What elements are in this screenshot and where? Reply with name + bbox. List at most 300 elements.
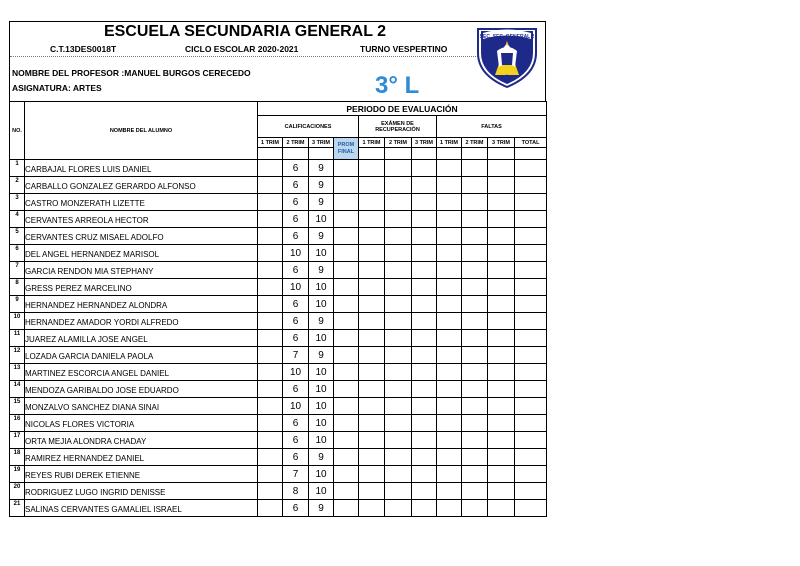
exam-t2-cell bbox=[385, 313, 412, 330]
cal-t1-header: 1 TRIM bbox=[258, 138, 283, 148]
exam-t3-cell bbox=[412, 211, 437, 228]
faltas-t1-cell bbox=[437, 500, 462, 517]
grade-t3: 9 bbox=[309, 262, 334, 279]
faltas-t1-cell bbox=[437, 449, 462, 466]
faltas-t2-cell bbox=[462, 330, 488, 347]
faltas-t1-cell bbox=[437, 279, 462, 296]
exam-t3-cell bbox=[412, 194, 437, 211]
faltas-t1-cell bbox=[437, 381, 462, 398]
faltas-total-cell bbox=[515, 466, 547, 483]
grade-t3: 9 bbox=[309, 500, 334, 517]
exam-t1-cell bbox=[359, 296, 385, 313]
grade-t3: 10 bbox=[309, 381, 334, 398]
faltas-total-cell bbox=[515, 500, 547, 517]
student-name: MONZALVO SANCHEZ DIANA SINAI bbox=[25, 398, 258, 415]
faltas-t1-cell bbox=[437, 245, 462, 262]
exam-t1-cell bbox=[359, 228, 385, 245]
exam-t2-cell bbox=[385, 177, 412, 194]
exam-t3-cell bbox=[412, 483, 437, 500]
grade-t1 bbox=[258, 364, 283, 381]
faltas-t2-cell bbox=[462, 415, 488, 432]
exam-t3-cell bbox=[412, 449, 437, 466]
prom-final-cell bbox=[334, 160, 359, 177]
school-year: CICLO ESCOLAR 2020-2021 bbox=[185, 44, 299, 54]
faltas-t2-cell bbox=[462, 449, 488, 466]
grade-t2: 6 bbox=[283, 262, 309, 279]
prom-final-cell bbox=[334, 228, 359, 245]
faltas-t3-cell bbox=[488, 262, 515, 279]
exam-t1-header: 1 TRIM bbox=[359, 138, 385, 148]
row-number: 6 bbox=[10, 245, 25, 262]
exam-t1-cell bbox=[359, 313, 385, 330]
faltas-t3-cell bbox=[488, 449, 515, 466]
grade-t1 bbox=[258, 194, 283, 211]
student-rows bbox=[10, 160, 547, 517]
exam-t1-cell bbox=[359, 347, 385, 364]
faltas-t2-cell bbox=[462, 313, 488, 330]
exam-t1-cell bbox=[359, 483, 385, 500]
grade-t3: 10 bbox=[309, 296, 334, 313]
table-row bbox=[10, 500, 547, 517]
faltas-t2-header: 2 TRIM bbox=[462, 138, 488, 148]
student-name: CARBAJAL FLORES LUIS DANIEL bbox=[25, 160, 258, 177]
prom-final-cell bbox=[334, 398, 359, 415]
student-name: CARBALLO GONZALEZ GERARDO ALFONSO bbox=[25, 177, 258, 194]
faltas-t2-cell bbox=[462, 245, 488, 262]
grade-t1 bbox=[258, 432, 283, 449]
faltas-total-cell bbox=[515, 177, 547, 194]
table-row bbox=[10, 466, 547, 483]
table-row bbox=[10, 194, 547, 211]
grade-t3: 9 bbox=[309, 177, 334, 194]
exam-t3-cell bbox=[412, 160, 437, 177]
faltas-total-cell bbox=[515, 245, 547, 262]
student-name: ORTA MEJIA ALONDRA CHADAY bbox=[25, 432, 258, 449]
exam-t2-cell bbox=[385, 381, 412, 398]
grade-t2: 6 bbox=[283, 432, 309, 449]
prom-final-cell bbox=[334, 483, 359, 500]
exam-t3-cell bbox=[412, 279, 437, 296]
faltas-t2-cell bbox=[462, 228, 488, 245]
student-name: HERNANDEZ HERNANDEZ ALONDRA bbox=[25, 296, 258, 313]
faltas-total-cell bbox=[515, 432, 547, 449]
exam-t3-cell bbox=[412, 347, 437, 364]
table-row bbox=[10, 177, 547, 194]
grade-t3: 9 bbox=[309, 228, 334, 245]
table-row bbox=[10, 279, 547, 296]
faltas-total-cell bbox=[515, 296, 547, 313]
faltas-total-cell bbox=[515, 330, 547, 347]
grade-t1 bbox=[258, 415, 283, 432]
subject: ASIGNATURA: ARTES bbox=[12, 83, 102, 93]
grade-t2: 6 bbox=[283, 381, 309, 398]
prom-final-cell bbox=[334, 364, 359, 381]
table-row bbox=[10, 211, 547, 228]
prom-line-2: FINAL bbox=[337, 148, 355, 155]
grade-t2: 10 bbox=[283, 398, 309, 415]
table-row bbox=[10, 347, 547, 364]
faltas-t3-cell bbox=[488, 500, 515, 517]
grade-t3: 10 bbox=[309, 211, 334, 228]
grade-t2: 6 bbox=[283, 313, 309, 330]
exam-t1-cell bbox=[359, 279, 385, 296]
exam-t1-cell bbox=[359, 364, 385, 381]
row-number: 9 bbox=[10, 296, 25, 313]
student-name: CERVANTES CRUZ MISAEL ADOLFO bbox=[25, 228, 258, 245]
grade-t2: 6 bbox=[283, 415, 309, 432]
prom-final-cell bbox=[334, 449, 359, 466]
row-number: 3 bbox=[10, 194, 25, 211]
faltas-t1-cell bbox=[437, 466, 462, 483]
prom-final-cell bbox=[334, 296, 359, 313]
faltas-total-cell bbox=[515, 228, 547, 245]
exam-t1-cell bbox=[359, 432, 385, 449]
grade-t2: 10 bbox=[283, 245, 309, 262]
exam-t2-cell bbox=[385, 466, 412, 483]
grade-t1 bbox=[258, 313, 283, 330]
table-row bbox=[10, 364, 547, 381]
exam-t1-cell bbox=[359, 211, 385, 228]
teacher-name: NOMBRE DEL PROFESOR :MANUEL BURGOS CERECEDO bbox=[12, 68, 251, 78]
faltas-total-cell bbox=[515, 398, 547, 415]
grade-t3: 10 bbox=[309, 415, 334, 432]
grade-t1 bbox=[258, 483, 283, 500]
grade-t1 bbox=[258, 262, 283, 279]
row-number: 16 bbox=[10, 415, 25, 432]
grade-t3: 10 bbox=[309, 279, 334, 296]
student-name: CERVANTES ARREOLA HECTOR bbox=[25, 211, 258, 228]
grade-t2: 6 bbox=[283, 228, 309, 245]
grade-t1 bbox=[258, 177, 283, 194]
prom-final-cell bbox=[334, 347, 359, 364]
logo-lettering: SEC. SEC. GENERAL 2 bbox=[479, 34, 535, 40]
faltas-t2-cell bbox=[462, 347, 488, 364]
table-row bbox=[10, 296, 547, 313]
student-name: HERNANDEZ AMADOR YORDI ALFREDO bbox=[25, 313, 258, 330]
exam-t3-cell bbox=[412, 245, 437, 262]
row-number: 12 bbox=[10, 347, 25, 364]
table-row bbox=[10, 483, 547, 500]
exam-t2-cell bbox=[385, 296, 412, 313]
grade-t1 bbox=[258, 296, 283, 313]
faltas-t2-cell bbox=[462, 381, 488, 398]
exam-t1-cell bbox=[359, 245, 385, 262]
grade-t3: 10 bbox=[309, 364, 334, 381]
school-title: ESCUELA SECUNDARIA GENERAL 2 bbox=[103, 23, 387, 40]
grade-t1 bbox=[258, 449, 283, 466]
faltas-t3-cell bbox=[488, 228, 515, 245]
exam-t2-cell bbox=[385, 500, 412, 517]
prom-final-cell bbox=[334, 245, 359, 262]
exam-t1-cell bbox=[359, 415, 385, 432]
prom-final-cell bbox=[334, 194, 359, 211]
student-name: MARTINEZ ESCORCIA ANGEL DANIEL bbox=[25, 364, 258, 381]
row-number: 17 bbox=[10, 432, 25, 449]
student-name: JUAREZ ALAMILLA JOSE ANGEL bbox=[25, 330, 258, 347]
student-name: MENDOZA GARIBALDO JOSE EDUARDO bbox=[25, 381, 258, 398]
exam-t1-cell bbox=[359, 466, 385, 483]
faltas-t1-cell bbox=[437, 432, 462, 449]
grade-t2: 8 bbox=[283, 483, 309, 500]
table-row bbox=[10, 432, 547, 449]
row-number: 19 bbox=[10, 466, 25, 483]
faltas-t3-cell bbox=[488, 466, 515, 483]
row-number: 8 bbox=[10, 279, 25, 296]
grade-t3: 9 bbox=[309, 194, 334, 211]
student-name: CASTRO MONZERATH LIZETTE bbox=[25, 194, 258, 211]
faltas-t3-cell bbox=[488, 177, 515, 194]
exam-t2-cell bbox=[385, 211, 412, 228]
faltas-t2-cell bbox=[462, 432, 488, 449]
prom-final-cell bbox=[334, 262, 359, 279]
faltas-total-cell bbox=[515, 279, 547, 296]
exam-t1-cell bbox=[359, 262, 385, 279]
grade-t2: 6 bbox=[283, 296, 309, 313]
grade-t3: 10 bbox=[309, 330, 334, 347]
grade-t3: 9 bbox=[309, 347, 334, 364]
grade-t2: 6 bbox=[283, 160, 309, 177]
row-number: 1 bbox=[10, 160, 25, 177]
grade-t2: 10 bbox=[283, 364, 309, 381]
svg-text:2: 2 bbox=[505, 73, 509, 78]
faltas-t3-cell bbox=[488, 160, 515, 177]
faltas-t2-cell bbox=[462, 483, 488, 500]
exam-t1-cell bbox=[359, 330, 385, 347]
shift: TURNO VESPERTINO bbox=[360, 44, 448, 54]
exam-t2-header: 2 TRIM bbox=[385, 138, 412, 148]
faltas-t3-cell bbox=[488, 398, 515, 415]
student-name: REYES RUBI DEREK ETIENNE bbox=[25, 466, 258, 483]
exam-t3-cell bbox=[412, 398, 437, 415]
exam-t2-cell bbox=[385, 160, 412, 177]
row-number: 14 bbox=[10, 381, 25, 398]
row-number: 4 bbox=[10, 211, 25, 228]
col-name-header: NOMBRE DEL ALUMNO bbox=[25, 102, 258, 160]
faltas-t3-cell bbox=[488, 432, 515, 449]
examen-line-1: EXÁMEN DE bbox=[381, 120, 414, 127]
row-number: 15 bbox=[10, 398, 25, 415]
student-name: SALINAS CERVANTES GAMALIEL ISRAEL bbox=[25, 500, 258, 517]
faltas-t3-header: 3 TRIM bbox=[488, 138, 515, 148]
prom-final-cell bbox=[334, 330, 359, 347]
exam-t3-cell bbox=[412, 415, 437, 432]
grade-t1 bbox=[258, 398, 283, 415]
table-row bbox=[10, 381, 547, 398]
prom-final-cell bbox=[334, 415, 359, 432]
table-row bbox=[10, 313, 547, 330]
prom-final-cell bbox=[334, 381, 359, 398]
table-row bbox=[10, 160, 547, 177]
sheet-header bbox=[9, 21, 546, 101]
student-name: NICOLAS FLORES VICTORIA bbox=[25, 415, 258, 432]
faltas-t2-cell bbox=[462, 466, 488, 483]
prom-final-cell bbox=[334, 500, 359, 517]
exam-t2-cell bbox=[385, 415, 412, 432]
faltas-t2-cell bbox=[462, 398, 488, 415]
grade-t2: 6 bbox=[283, 194, 309, 211]
faltas-t1-cell bbox=[437, 330, 462, 347]
grade-t1 bbox=[258, 347, 283, 364]
faltas-t2-cell bbox=[462, 296, 488, 313]
grade-t2: 6 bbox=[283, 449, 309, 466]
exam-t3-header: 3 TRIM bbox=[412, 138, 437, 148]
examen-line-2: RECUPERACIÓN bbox=[375, 126, 420, 133]
row-number: 5 bbox=[10, 228, 25, 245]
col-no-header: NO. bbox=[10, 102, 25, 160]
grades-table bbox=[9, 101, 547, 517]
faltas-t2-cell bbox=[462, 500, 488, 517]
faltas-t1-cell bbox=[437, 177, 462, 194]
faltas-total-cell bbox=[515, 211, 547, 228]
prom-final-cell bbox=[334, 432, 359, 449]
grade-t1 bbox=[258, 500, 283, 517]
faltas-total-cell bbox=[515, 449, 547, 466]
faltas-t3-cell bbox=[488, 415, 515, 432]
faltas-t1-cell bbox=[437, 194, 462, 211]
grade-t1 bbox=[258, 245, 283, 262]
exam-t3-cell bbox=[412, 262, 437, 279]
table-row bbox=[10, 245, 547, 262]
grade-t1 bbox=[258, 330, 283, 347]
exam-t2-cell bbox=[385, 449, 412, 466]
grade-t3: 10 bbox=[309, 466, 334, 483]
faltas-t3-cell bbox=[488, 330, 515, 347]
periodo-header: PERIODO DE EVALUACIÓN bbox=[258, 102, 547, 116]
grade-t3: 9 bbox=[309, 313, 334, 330]
exam-t3-cell bbox=[412, 364, 437, 381]
exam-t2-cell bbox=[385, 330, 412, 347]
exam-t3-cell bbox=[412, 381, 437, 398]
faltas-t1-cell bbox=[437, 211, 462, 228]
faltas-t1-cell bbox=[437, 415, 462, 432]
school-shield-logo bbox=[475, 23, 539, 89]
prom-line-1: PROM bbox=[337, 141, 355, 148]
student-name: GRESS PEREZ MARCELINO bbox=[25, 279, 258, 296]
exam-t1-cell bbox=[359, 177, 385, 194]
faltas-t3-cell bbox=[488, 347, 515, 364]
faltas-total-header: TOTAL bbox=[515, 138, 547, 148]
grade-t2: 7 bbox=[283, 347, 309, 364]
grade-t3: 10 bbox=[309, 398, 334, 415]
faltas-t3-cell bbox=[488, 211, 515, 228]
student-name: DEL ANGEL HERNANDEZ MARISOL bbox=[25, 245, 258, 262]
exam-t1-cell bbox=[359, 500, 385, 517]
table-row bbox=[10, 330, 547, 347]
grade-t2: 6 bbox=[283, 500, 309, 517]
table-row bbox=[10, 228, 547, 245]
exam-t3-cell bbox=[412, 466, 437, 483]
faltas-t3-cell bbox=[488, 313, 515, 330]
faltas-t2-cell bbox=[462, 194, 488, 211]
exam-t2-cell bbox=[385, 398, 412, 415]
grade-t3: 10 bbox=[309, 245, 334, 262]
exam-t1-cell bbox=[359, 194, 385, 211]
row-number: 20 bbox=[10, 483, 25, 500]
faltas-t3-cell bbox=[488, 296, 515, 313]
faltas-total-cell bbox=[515, 415, 547, 432]
faltas-total-cell bbox=[515, 194, 547, 211]
faltas-t1-cell bbox=[437, 483, 462, 500]
exam-t2-cell bbox=[385, 194, 412, 211]
faltas-t1-cell bbox=[437, 262, 462, 279]
exam-t1-cell bbox=[359, 381, 385, 398]
faltas-t2-cell bbox=[462, 177, 488, 194]
faltas-t3-cell bbox=[488, 194, 515, 211]
faltas-t2-cell bbox=[462, 211, 488, 228]
faltas-t1-cell bbox=[437, 313, 462, 330]
exam-t3-cell bbox=[412, 313, 437, 330]
faltas-t3-cell bbox=[488, 279, 515, 296]
table-row bbox=[10, 262, 547, 279]
exam-t2-cell bbox=[385, 279, 412, 296]
row-number: 10 bbox=[10, 313, 25, 330]
cct-code: C.T.13DES0018T bbox=[50, 44, 117, 54]
exam-t2-cell bbox=[385, 483, 412, 500]
faltas-t2-cell bbox=[462, 364, 488, 381]
exam-t3-cell bbox=[412, 177, 437, 194]
calificaciones-header: CALIFICACIONES bbox=[258, 116, 359, 138]
grade-t3: 10 bbox=[309, 483, 334, 500]
faltas-total-cell bbox=[515, 483, 547, 500]
faltas-t1-cell bbox=[437, 160, 462, 177]
faltas-t3-cell bbox=[488, 483, 515, 500]
row-number: 13 bbox=[10, 364, 25, 381]
prom-final-cell bbox=[334, 211, 359, 228]
grade-t1 bbox=[258, 160, 283, 177]
exam-t2-cell bbox=[385, 228, 412, 245]
exam-t2-cell bbox=[385, 245, 412, 262]
faltas-t1-cell bbox=[437, 398, 462, 415]
faltas-t3-cell bbox=[488, 364, 515, 381]
grade-t1 bbox=[258, 381, 283, 398]
prom-final-cell bbox=[334, 177, 359, 194]
faltas-t2-cell bbox=[462, 262, 488, 279]
prom-final-header bbox=[334, 138, 359, 160]
exam-t2-cell bbox=[385, 432, 412, 449]
exam-t3-cell bbox=[412, 228, 437, 245]
student-name: RAMIREZ HERNANDEZ DANIEL bbox=[25, 449, 258, 466]
exam-t3-cell bbox=[412, 500, 437, 517]
faltas-t2-cell bbox=[462, 160, 488, 177]
row-number: 7 bbox=[10, 262, 25, 279]
grade-t2: 6 bbox=[283, 330, 309, 347]
grade-t2: 7 bbox=[283, 466, 309, 483]
student-name: RODRIGUEZ LUGO INGRID DENISSE bbox=[25, 483, 258, 500]
faltas-t3-cell bbox=[488, 245, 515, 262]
faltas-total-cell bbox=[515, 160, 547, 177]
table-row bbox=[10, 398, 547, 415]
exam-t3-cell bbox=[412, 432, 437, 449]
grade-t1 bbox=[258, 211, 283, 228]
faltas-t3-cell bbox=[488, 381, 515, 398]
prom-final-cell bbox=[334, 313, 359, 330]
faltas-t1-cell bbox=[437, 296, 462, 313]
faltas-total-cell bbox=[515, 262, 547, 279]
row-number: 11 bbox=[10, 330, 25, 347]
grade-t1 bbox=[258, 279, 283, 296]
faltas-total-cell bbox=[515, 313, 547, 330]
prom-final-cell bbox=[334, 279, 359, 296]
exam-t2-cell bbox=[385, 364, 412, 381]
faltas-t1-cell bbox=[437, 364, 462, 381]
grade-t1 bbox=[258, 466, 283, 483]
grade-t2: 10 bbox=[283, 279, 309, 296]
row-number: 2 bbox=[10, 177, 25, 194]
row-number: 18 bbox=[10, 449, 25, 466]
grade-t3: 9 bbox=[309, 449, 334, 466]
exam-t2-cell bbox=[385, 347, 412, 364]
exam-t3-cell bbox=[412, 296, 437, 313]
